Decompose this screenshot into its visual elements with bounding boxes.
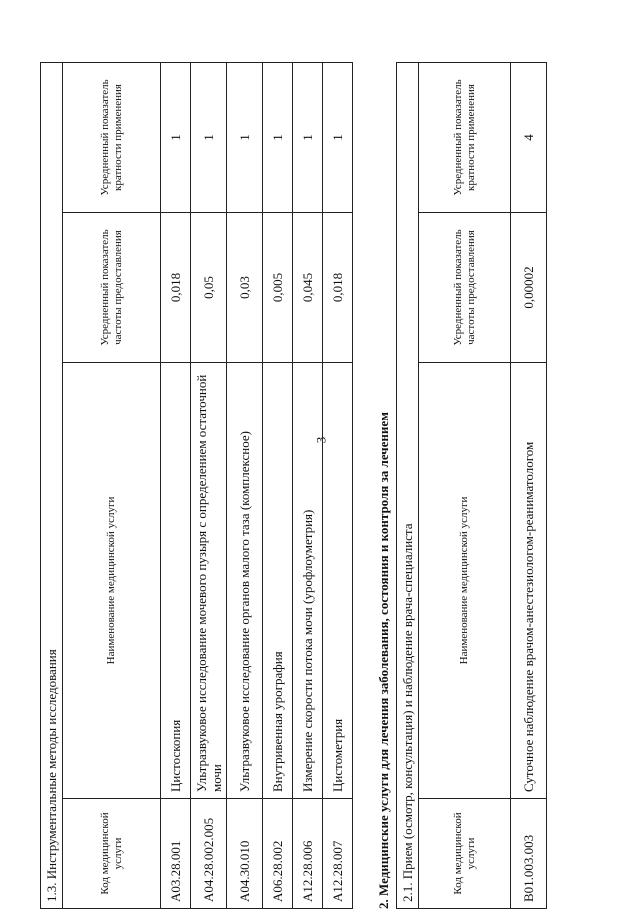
table-row: [511, 62, 547, 908]
service-name: Внутривенная урография: [263, 363, 293, 799]
table-row: [263, 62, 293, 908]
table-row: [293, 62, 323, 908]
service-name: Ультразвуковое исследование органов малого таза (комплексное): [227, 363, 263, 799]
frequency-value: 0,045: [293, 213, 323, 363]
multiplicity-value: 1: [227, 62, 263, 212]
header-code: Код медицинской услуги: [419, 799, 511, 909]
service-code: A04.28.002.005: [191, 799, 227, 909]
service-code: A12.28.007: [323, 799, 353, 909]
multiplicity-value: 4: [511, 62, 547, 212]
service-name: Суточное наблюдение врачом-анестезиологом-реаниматологом: [511, 363, 547, 799]
multiplicity-value: 1: [323, 62, 353, 212]
rotated-content: [40, 63, 600, 909]
multiplicity-value: 1: [293, 62, 323, 212]
table-specialist-visits: [396, 63, 547, 909]
service-code: A12.28.006: [293, 799, 323, 909]
subsection-title: 2.1. Прием (осмотр, консультация) и наблюдение врача-специалиста: [397, 62, 419, 908]
header-multiplicity: Усредненный показатель кратности применения: [63, 62, 161, 212]
service-code: B01.003.003: [511, 799, 547, 909]
service-code: A06.28.002: [263, 799, 293, 909]
header-name: Наименование медицинской услуги: [419, 363, 511, 799]
frequency-value: 0,005: [263, 213, 293, 363]
page-number: 3: [313, 436, 329, 444]
header-frequency: Усредненный показатель частоты предоставления: [419, 213, 511, 363]
frequency-value: 0,018: [161, 213, 191, 363]
service-code: A03.28.001: [161, 799, 191, 909]
section-title: 1.3. Инструментальные методы исследования: [41, 62, 63, 908]
header-name: Наименование медицинской услуги: [63, 363, 161, 799]
table-row: [191, 62, 227, 908]
multiplicity-value: 1: [161, 62, 191, 212]
frequency-value: 0,03: [227, 213, 263, 363]
frequency-value: 0,05: [191, 213, 227, 363]
service-name: Цистоскопия: [161, 363, 191, 799]
table-row: [323, 62, 353, 908]
section-2-heading: 2. Медицинские услуги для лечения заболевания, состояния и контроля за лечением: [376, 411, 391, 909]
service-name: Ультразвуковое исследование мочевого пузыря с определением остаточной мочи: [191, 363, 227, 799]
header-frequency: Усредненный показатель частоты предоставления: [63, 213, 161, 363]
header-code: Код медицинской услуги: [63, 799, 161, 909]
header-multiplicity: Усредненный показатель кратности применения: [419, 62, 511, 212]
table-instrumental-methods: [40, 63, 353, 909]
frequency-value: 0,00002: [511, 213, 547, 363]
frequency-value: 0,018: [323, 213, 353, 363]
multiplicity-value: 1: [263, 62, 293, 212]
table-row: [161, 62, 191, 908]
service-code: A04.30.010: [227, 799, 263, 909]
service-name: Измерение скорости потока мочи (урофлоуметрия): [293, 363, 323, 799]
multiplicity-value: 1: [191, 62, 227, 212]
service-name: Цистометрия: [323, 363, 353, 799]
table-row: [227, 62, 263, 908]
